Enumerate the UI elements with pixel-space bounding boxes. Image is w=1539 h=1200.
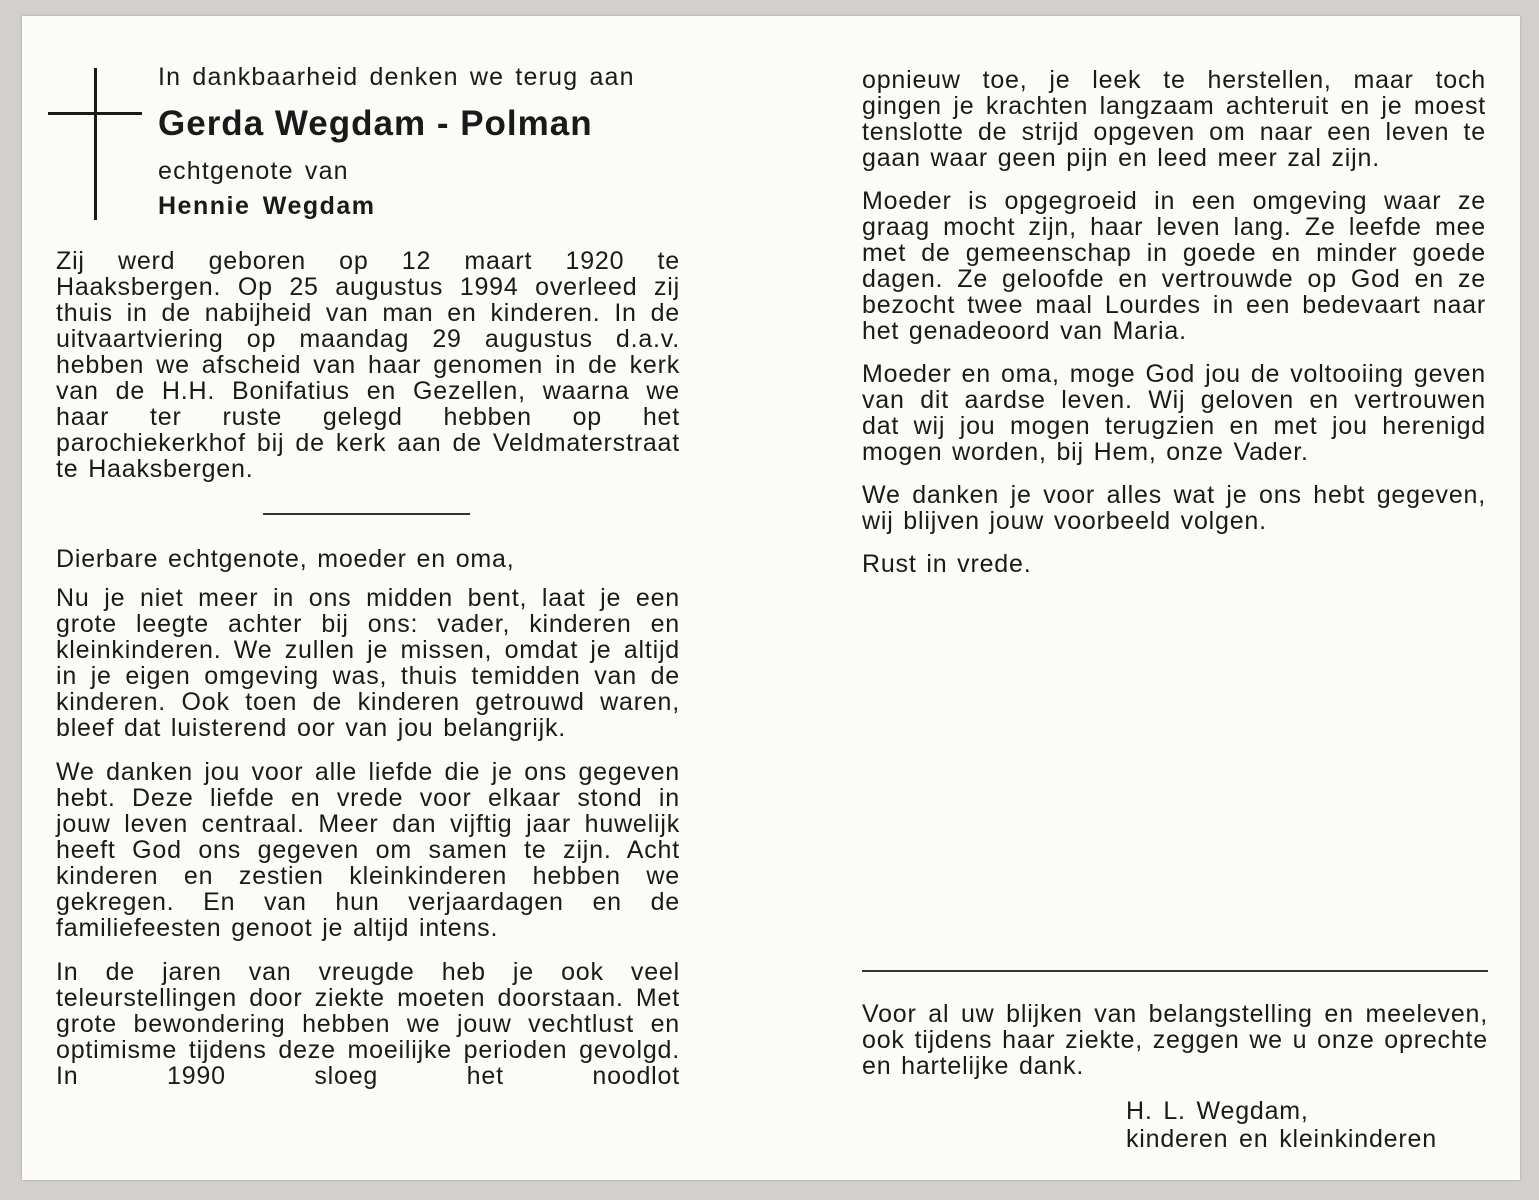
separator-line xyxy=(263,513,470,515)
greeting: Dierbare echtgenote, moeder en oma, xyxy=(56,545,515,573)
paragraph: Moeder en oma, moge God jou de voltooiing geven van dit aardse leven. Wij geloven en vertrouwen dat wij jou mogen terugzien en met jou herenigd mogen worden, bij Hem, onze Vader. xyxy=(862,360,1486,466)
signature-name: H. L. Wegdam, xyxy=(1126,1097,1309,1125)
signature xyxy=(1126,1097,1437,1153)
deceased-name: Gerda Wegdam - Polman xyxy=(158,104,593,143)
cross-icon-bar xyxy=(48,112,142,115)
intro-line: In dankbaarheid denken we terug aan xyxy=(158,63,635,91)
spouse-label: echtgenote van xyxy=(158,157,349,185)
biography xyxy=(56,248,680,482)
paragraph: In de jaren van vreugde heb je ook veel teleurstellingen door ziekte moeten doorstaan. Met grote bewondering hebben we jouw vechtlust en optimisme tijdens deze moeilijke perioden gevolgd. In 1990 sloeg het noodlot xyxy=(56,958,680,1090)
thanks-block xyxy=(862,1001,1488,1079)
paragraph: Moeder is opgegroeid in een omgeving waar ze graag mocht zijn, haar leven lang. Ze leefde mee met de gemeenschap in goede en minder goede dagen. Ze geloofde en vertrouwde op God en ze bezocht twee maal Lourdes in een bedevaart naar het genadeoord van Maria. xyxy=(862,187,1486,345)
thanks-text: Voor al uw blijken van belangstelling en meeleven, ook tijdens haar ziekte, zeggen we u onze oprechte en hartelijke dank. xyxy=(862,1000,1488,1080)
closing-line: Rust in vrede. xyxy=(862,550,1032,578)
paragraph: Nu je niet meer in ons midden bent, laat je een grote leegte achter bij ons: vader, kinderen en kleinkinderen. We zullen je missen, omdat je altijd in je eigen omgeving was, thuis temidden van de kinderen. Ook toen de kinderen getrouwd waren, bleef dat luisterend oor van jou belangrijk. xyxy=(56,584,680,742)
biography-text: Zij werd geboren op 12 maart 1920 te Haaksbergen. Op 25 augustus 1994 overleed zij thuis in de nabijheid van man en kinderen. In de uitvaartviering op maandag 29 augustus d.a.v. hebben we afscheid van haar genomen in de kerk van de H.H. Bonifatius en Gezellen, waarna we haar ter ruste gelegd hebben op het parochiekerkhof bij de kerk aan de Veldmaterstraat te Haaksbergen. xyxy=(56,247,680,483)
paragraph: We danken jou voor alle liefde die je ons gegeven hebt. Deze liefde en vrede voor elkaar stond in jouw leven centraal. Meer dan vijftig jaar huwelijk heeft God ons gegeven om samen te zijn. Acht kinderen en zestien kleinkinderen hebben we gekregen. En van hun verjaardagen en de familiefeesten genoot je altijd intens. xyxy=(56,758,680,942)
paragraph: We danken je voor alles wat je ons hebt gegeven, wij blijven jouw voorbeeld volgen. xyxy=(862,481,1486,535)
paragraph: opnieuw toe, je leek te herstellen, maar toch gingen je krachten langzaam achteruit en je moest tenslotte de strijd opgeven om naar een leven te gaan waar geen pijn en leed meer zal zijn. xyxy=(862,66,1486,172)
separator-line xyxy=(862,970,1488,972)
left-column xyxy=(56,546,680,1107)
signature-family: kinderen en kleinkinderen xyxy=(1126,1125,1437,1153)
right-column xyxy=(862,67,1486,594)
spouse-name: Hennie Wegdam xyxy=(158,192,376,220)
cross-icon xyxy=(94,68,97,220)
